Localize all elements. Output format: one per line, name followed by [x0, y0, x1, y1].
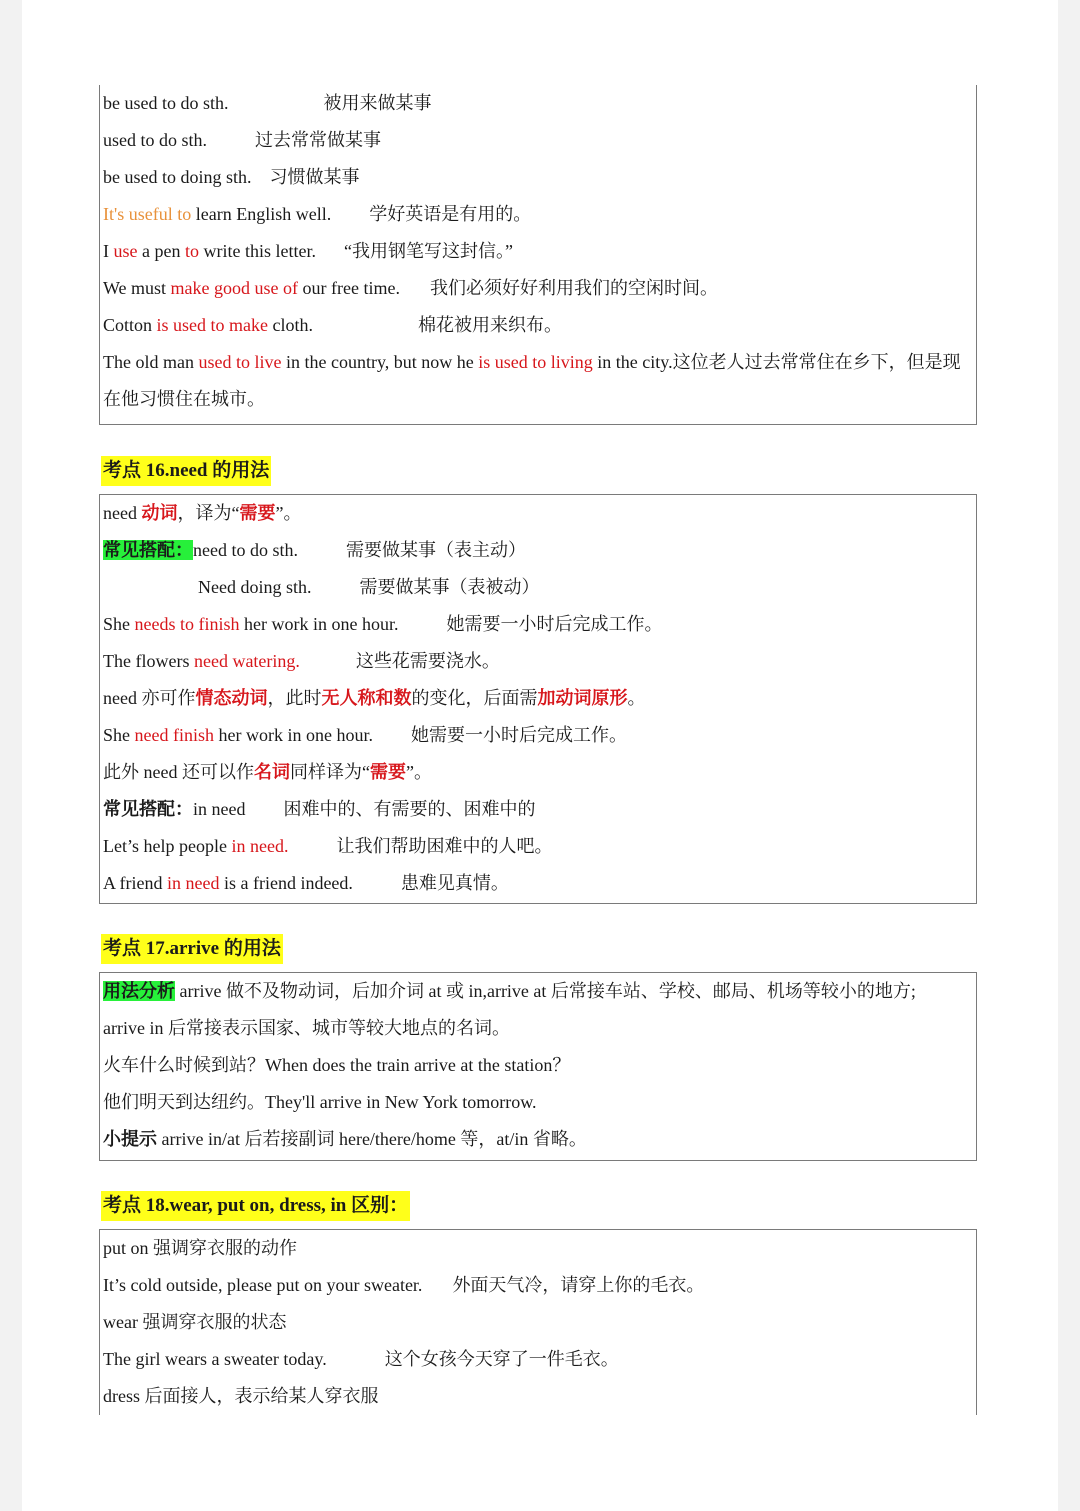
text-line: need 亦可作情态动词，此时无人称和数的变化，后面需加动词原形。: [103, 688, 646, 708]
example-line: The flowers need watering. 这些花需要浇水。: [103, 651, 500, 671]
text-line: 常见搭配：in need 困难中的、有需要的、困难中的: [103, 799, 536, 819]
section-17-heading: 考点 17.arrive 的用法: [101, 934, 283, 964]
example-line: 他们明天到达纽约。They'll arrive in New York tomorrow.: [103, 1092, 537, 1112]
text-line: 常见搭配：need to do sth. 需要做某事（表主动）: [103, 540, 526, 560]
section-16-heading: 考点 16.need 的用法: [101, 456, 271, 486]
example-line: It’s cold outside, please put on your sweater. 外面天气冷，请穿上你的毛衣。: [103, 1275, 705, 1295]
text-line: 小提示 arrive in/at 后若接副词 here/there/home 等，at/in 省略。: [103, 1129, 587, 1149]
text-line: wear 强调穿衣服的状态: [103, 1312, 287, 1332]
example-line: The old man used to live in the country, but now he is used to living in the city.这位老人过去常常住在乡下，但是现在他习惯住在城市。: [103, 352, 961, 409]
text-line: arrive in 后常接表示国家、城市等较大地点的名词。: [103, 1018, 510, 1038]
example-line: Let’s help people in need. 让我们帮助困难中的人吧。: [103, 836, 553, 856]
text-line: be used to doing sth. 习惯做某事: [103, 167, 360, 187]
example-line: She needs to finish her work in one hour. 她需要一小时后完成工作。: [103, 614, 663, 634]
section-18-heading: 考点 18.wear, put on, dress, in 区别：: [101, 1191, 410, 1221]
text-line: used to do sth. 过去常常做某事: [103, 130, 382, 150]
text-line: put on 强调穿衣服的动作: [103, 1238, 298, 1258]
example-line: The girl wears a sweater today. 这个女孩今天穿了一件毛衣。: [103, 1349, 619, 1369]
section-18-box: [99, 1229, 977, 1415]
text-line: be used to do sth. 被用来做某事: [103, 93, 432, 113]
collocation-tag: 常见搭配：: [103, 799, 193, 819]
example-line: I use a pen to write this letter. “我用钢笔写这封信。”: [103, 241, 513, 261]
text-line: dress 后面接人，表示给某人穿衣服: [103, 1386, 379, 1406]
example-line: She need finish her work in one hour. 她需要一小时后完成工作。: [103, 725, 627, 745]
example-line: We must make good use of our free time. 我们必须好好利用我们的空闲时间。: [103, 278, 718, 298]
section-15-box: [99, 85, 977, 425]
tip-tag: 小提示: [103, 1129, 157, 1149]
text-line: 用法分析 arrive 做不及物动词，后加介词 at 或 in,arrive at 后常接车站、学校、邮局、机场等较小的地方;: [103, 981, 916, 1001]
usage-tag: 用法分析: [103, 981, 175, 1001]
example-line: A friend in need is a friend indeed. 患难见真情。: [103, 873, 509, 893]
example-line: It's useful to learn English well. 学好英语是有用的。: [103, 204, 532, 224]
text-line: need 动词，译为“需要”。: [103, 503, 302, 523]
text-line: 此外 need 还可以作名词同样译为“需要”。: [103, 762, 432, 782]
text-line: Need doing sth. 需要做某事（表被动）: [198, 577, 540, 597]
example-line: 火车什么时候到站？When does the train arrive at the station？: [103, 1055, 571, 1075]
section-16-box: [99, 494, 977, 904]
section-17-box: [99, 972, 977, 1161]
collocation-tag: 常见搭配：: [103, 540, 193, 560]
example-line: Cotton is used to make cloth. 棉花被用来织布。: [103, 315, 562, 335]
